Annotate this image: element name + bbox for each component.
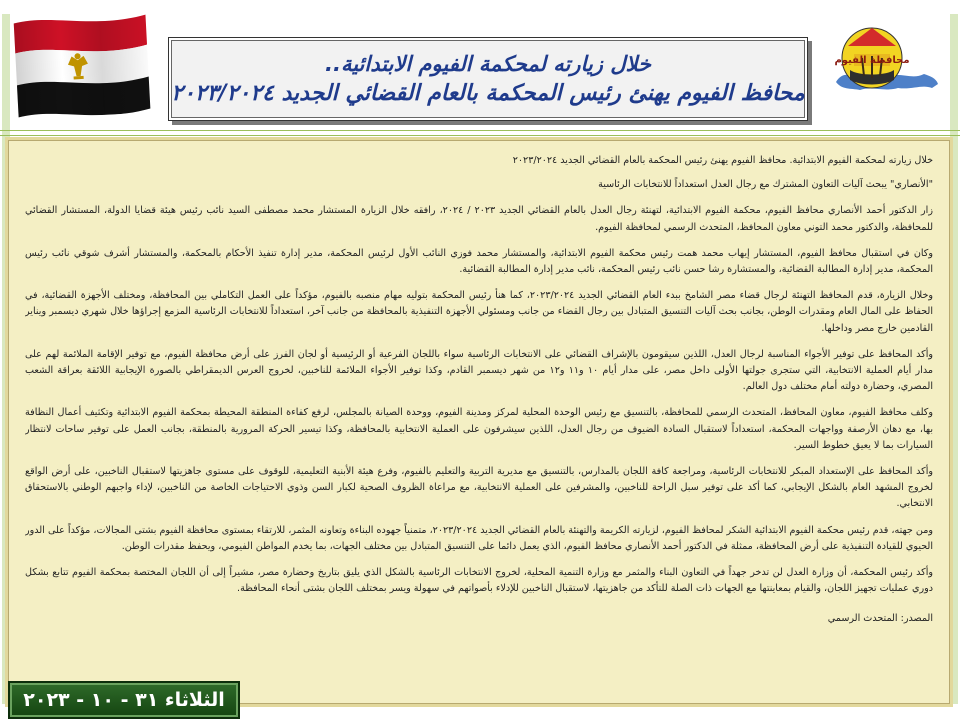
headline-line2: محافظ الفيوم يهنئ رئيس المحكمة بالعام القضائي الجديد ٢٠٢٣/٢٠٢٤ (171, 81, 805, 106)
article-panel (8, 140, 950, 704)
right-border-rail (950, 14, 958, 704)
article-paragraph: وأكد رئيس المحكمة، أن وزارة العدل لن تدخر جهداً في التعاون البناء والمثمر مع وزارة التنمية المحلية، لخروج الانتخابات الرئاسية بالشكل الذي يليق بتاريخ وحضارة مصر، مشيراً إلى أن اللجان المختصة بمحكمة الفيوم تتابع بشكل دوري عمليات تجهيز اللجان، والقيام بمعاينتها مع الجهات ذات الصلة للتأكد من جاهزيتها، لاستقبال الناخبين للإدلاء بأصواتهم في سهولة ويسر بمختلف اللجان بشتى أنحاء المحافظة. (25, 567, 933, 595)
article-paragraph: وخلال الزيارة، قدم المحافظ التهنئة لرجال قضاء مصر الشامخ ببدء العام القضائي الجديد ٢٠٢٣/٢٠٢٤، كما هنأ رئيس المحكمة بتوليه مهام منصبه بالفيوم، مؤكداً على العمل التكاملي بين المحافظة، ومختلف الأجهزة القضائية، في الحفاظ على المال العام ومقدرات الوطن، بجانب بحث آليات التنسيق المتبادل بين رجال القضاء من جانب ومسئولي الأجهزة التنفيذية بالمحافظة من جانب آخر، استعداداً للانتخابات الرئاسية المزمع إجراؤها خلال شهري ديسمبر ويناير القادمين خارج مصر وداخلها. (25, 290, 933, 334)
article-source: المصدر: المتحدث الرسمي (827, 613, 933, 625)
divider (0, 130, 960, 131)
article-lead: خلال زيارته لمحكمة الفيوم الابتدائية. محافظ الفيوم يهنئ رئيس المحكمة بالعام القضائي الجديد ٢٠٢٣/٢٠٢٤ (512, 155, 933, 166)
article-paragraph: ومن جهته، قدم رئيس محكمة الفيوم الابتدائية الشكر لمحافظ الفيوم، لزيارته الكريمة والتهنئة بالعام القضائي الجديد ٢٠٢٣/٢٠٢٤، متمنياً جهوده البناءة وتعاونه المثمر، للارتقاء بمستوى محافظة الفيوم بشتى المجالات، مؤكداً على الدور الحيوي للقيادة التنفيذية على أرض المحافظة، ممثلة في الدكتور أحمد الأنصاري محافظ الفيوم، الذي يعمل دائما على التنسيق المتبادل بين مختلف الجهات، بما يخدم المواطن الفيومي، ويحفظ مقدرات الوطن. (25, 524, 933, 552)
article-subhead: "الأنصاري" يبحث آليات التعاون المشترك مع رجال العدل استعداداً للانتخابات الرئاسية (598, 179, 933, 191)
article-paragraph: وأكد المحافظ على الإستعداد المبكر للانتخابات الرئاسية، ومراجعة كافة اللجان بالمدارس، بالتنسيق مع مديرية التربية والتعليم بالفيوم، وفرع هيئة الأبنية التعليمية، للوقوف على مستوى جاهزيتها لاستقبال الناخبين، على أرض الواقع لخروج المشهد العام بالشكل الإيجابي، كما أكد على توفير سبل الراحة للناخبين، والمشرفين على العملية الانتخابية، مع مراعاة الظروف الصحية لكبار السن وذوي الاحتياجات الخاصة من الناخبين، لإداء واجبهم الوطني بالاستحقاق الانتخابي. (25, 466, 933, 510)
article-paragraph: وأكد المحافظ على توفير الأجواء المناسبة لرجال العدل، اللذين سيقومون بالإشراف القضائي على الانتخابات الرئاسية سواء باللجان الفرعية أو الرئيسية أو لجان الفرز على أرض محافظة الفيوم، مع توفير الإقامة الملائمة لهم على مدار أيام العملية الانتخابية، التي ستجرى جولتها الأولى داخل مصر، على مدار أيام ١٠ و١١ و١٢ من شهر ديسمبر القادم، وكذا توفير الأجواء الملائمة للناخبين، لخروج العرس الديمقراطي بالصورة الإيجابية اللائقة بعراقة الشعب المصري، وحضارة دولته أمام مختلف دول العالم. (25, 348, 933, 393)
article-paragraph: زار الدكتور أحمد الأنصاري محافظ الفيوم، محكمة الفيوم الابتدائية، لتهنئة رجال العدل بالعام القضائي الجديد ٢٠٢٣ / ٢٠٢٤، رافقه خلال الزيارة المستشار محمد مصطفى السيد نائب رئيس هيئة قضايا الدولة، المستشار القضائي للمحافظة، والدكتور محمد التوني معاون المحافظ، المتحدث الرسمي لمحافظة الفيوم. (25, 205, 933, 233)
article-paragraph: وكلف محافظ الفيوم، معاون المحافظ، المتحدث الرسمي للمحافظة، بالتنسيق مع رئيس الوحدة المحلية لمركز ومدينة الفيوم، ووحدة الصيانة بالمجلس، لرفع كفاءة المنطقة المحيطة بمحكمة الفيوم الابتدائية وتكثيف أعمال النظافة بها، مع دهان الأرصفة وواجهات المحكمة، استعداداً لاستقبال السادة الضيوف من رجال العدل، اللذين سيشرفون على العملية الانتخابية بالمحافظة، وكذا تيسير الحركة المرورية بالمنطقة، بجانب العمل على توفير ساحات لانتظار السيارات بما لا يعيق خطوط السير. (25, 407, 933, 451)
article-body (25, 153, 933, 693)
header (0, 0, 960, 140)
date-badge: الثلاثاء ٣١ - ١٠ - ٢٠٢٣ (8, 681, 240, 719)
article-paragraph: وكان في استقبال محافظ الفيوم، المستشار إيهاب محمد همت رئيس محكمة الفيوم الابتدائية، والمستشار محمد فوزي النائب الأول لرئيس المحكمة، مدير إدارة تنفيذ الأحكام بالمحكمة، والمستشار أشرف شوقي نائب رئيس المحكمة، مدير إدارة المطالبة القضائية، والمستشارة رشا حسن نائب رئيس المحكمة، نائب مدير إدارة المطالبة القضائية. (25, 247, 933, 276)
headline-line1: خلال زيارته لمحكمة الفيوم الابتدائية.. (324, 52, 652, 76)
egypt-flag-icon (11, 11, 152, 120)
logo-lettering: محافظة الفيوم (834, 55, 910, 66)
divider (0, 135, 960, 136)
fayoum-governorate-logo (832, 18, 940, 118)
headline-box (168, 37, 808, 121)
